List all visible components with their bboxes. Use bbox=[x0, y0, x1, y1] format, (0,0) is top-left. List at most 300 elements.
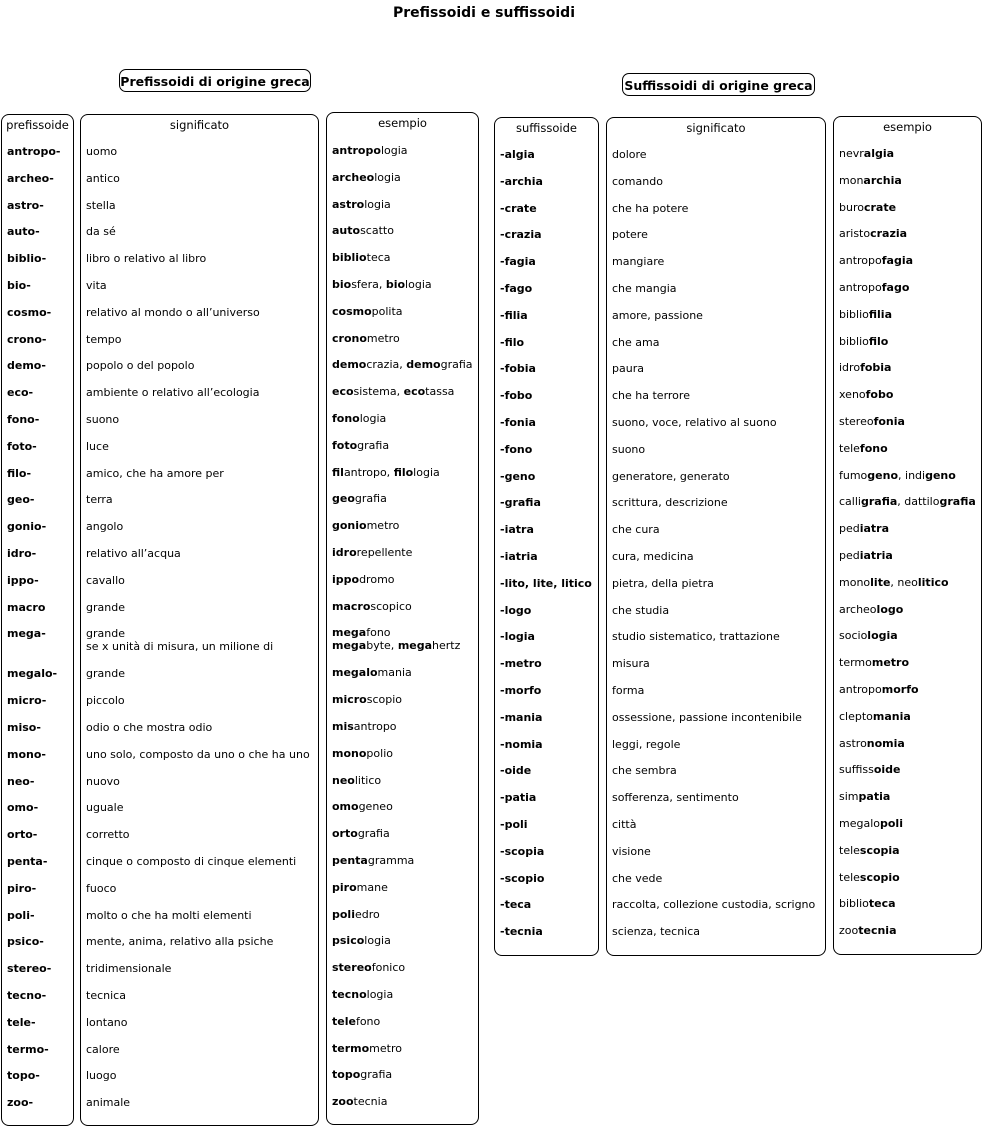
root-part: logia bbox=[867, 629, 898, 643]
example-line bbox=[332, 961, 476, 974]
example-line bbox=[332, 626, 476, 639]
prefix-meaning bbox=[86, 386, 316, 399]
suffix-meaning: comando bbox=[612, 174, 663, 188]
meaning-line: molto o che ha molti elementi bbox=[86, 908, 252, 922]
root-part: archia bbox=[863, 173, 902, 187]
prefix-meaning bbox=[86, 306, 316, 319]
suffix-meaning: paura bbox=[612, 362, 644, 376]
meaning-line: suono bbox=[86, 413, 120, 426]
text-part: geneo bbox=[358, 800, 393, 814]
root-part: stereo bbox=[332, 961, 372, 975]
prefix-term: tele- bbox=[7, 1015, 36, 1029]
suffix-example bbox=[839, 361, 979, 374]
prefix-example bbox=[332, 961, 476, 974]
text-part: buro bbox=[839, 200, 864, 214]
text-part: biblio bbox=[839, 897, 869, 911]
example-line bbox=[332, 224, 476, 237]
text-part: scopico bbox=[370, 599, 412, 613]
prefix-meaning bbox=[86, 333, 316, 346]
root-part: auto bbox=[332, 224, 361, 238]
suffix-term: -fono bbox=[500, 442, 533, 456]
example-line bbox=[332, 439, 476, 452]
suffix-meaning: sofferenza, sentimento bbox=[612, 791, 739, 805]
root-part: antropo bbox=[332, 144, 381, 157]
text-part: grafia bbox=[357, 827, 390, 841]
root-part: micro bbox=[332, 693, 367, 707]
root-part: oide bbox=[873, 763, 901, 777]
prefix-term: psico- bbox=[7, 935, 44, 949]
root-part: grafia bbox=[860, 495, 898, 509]
suffix-meaning: potere bbox=[612, 228, 648, 242]
suffix-meaning: che mangia bbox=[612, 282, 677, 295]
text-part: metro bbox=[366, 519, 400, 533]
root-part: metro bbox=[871, 656, 910, 670]
text-part: logia bbox=[364, 197, 391, 211]
example-line bbox=[332, 1042, 476, 1055]
prefix-example bbox=[332, 626, 476, 652]
page-title: Prefissoidi e suffissoidi bbox=[393, 5, 575, 21]
prefix-example bbox=[332, 492, 476, 505]
suffix-meaning: amore, passione bbox=[612, 308, 703, 322]
prefix-meaning bbox=[86, 855, 316, 868]
prefix-meaning bbox=[86, 775, 316, 788]
meaning-line: grande bbox=[86, 667, 125, 681]
suffix-section-heading: Suffissoidi di origine greca bbox=[622, 73, 815, 96]
prefix-meaning bbox=[86, 225, 316, 238]
example-line bbox=[332, 908, 476, 921]
text-part: mania bbox=[377, 666, 412, 680]
meaning-line: se x unità di misura, un milione di bbox=[86, 640, 274, 654]
text-part: dromo bbox=[359, 572, 395, 586]
prefix-meaning bbox=[86, 909, 316, 922]
prefix-example bbox=[332, 546, 476, 559]
prefix-term: piro- bbox=[7, 881, 37, 895]
text-part: edro bbox=[354, 907, 380, 921]
text-part: logia bbox=[374, 170, 401, 184]
prefix-example bbox=[332, 774, 476, 787]
example-line bbox=[332, 546, 476, 559]
text-part: biblio bbox=[839, 334, 869, 348]
root-part: eco bbox=[332, 385, 354, 399]
suffix-term: -geno bbox=[500, 469, 536, 483]
suffix-term: -filia bbox=[500, 308, 528, 322]
example-line bbox=[332, 934, 476, 947]
text-part: scopio bbox=[366, 693, 403, 707]
suffix-meaning-column bbox=[606, 117, 826, 956]
prefix-term: neo- bbox=[7, 774, 35, 788]
example-line bbox=[332, 332, 476, 345]
meaning-line: animale bbox=[86, 1096, 131, 1110]
example-line bbox=[332, 251, 476, 264]
example-line bbox=[332, 693, 476, 706]
text-part: xeno bbox=[839, 388, 866, 402]
prefix-meaning bbox=[86, 359, 316, 372]
prefix-example bbox=[332, 1095, 476, 1108]
text-part: logia bbox=[359, 412, 387, 425]
text-part: ped bbox=[839, 522, 860, 536]
prefix-example bbox=[332, 693, 476, 706]
suffix-term: -crate bbox=[500, 201, 537, 215]
prefix-meaning bbox=[86, 748, 316, 761]
suffix-term: -fagia bbox=[500, 255, 536, 269]
meaning-line: mente, anima, relativo alla psiche bbox=[86, 935, 274, 949]
suffix-meaning: pietra, della pietra bbox=[612, 576, 714, 590]
prefix-meaning bbox=[86, 1016, 316, 1029]
meaning-line: antico bbox=[86, 171, 120, 185]
meaning-line: fuoco bbox=[86, 881, 117, 895]
example-line bbox=[332, 1068, 476, 1081]
root-part: litico bbox=[917, 575, 949, 589]
prefix-term: archeo- bbox=[7, 171, 54, 185]
root-part: logo bbox=[876, 602, 904, 616]
root-part: topo bbox=[332, 1068, 361, 1082]
suffix-term: -poli bbox=[500, 818, 528, 831]
meaning-line: luce bbox=[86, 439, 109, 453]
root-part: astro bbox=[332, 197, 365, 211]
suffix-meaning: che cura bbox=[612, 523, 660, 537]
suffix-meaning: scienza, tecnica bbox=[612, 925, 701, 939]
suffix-example bbox=[839, 897, 979, 910]
prefix-term: stereo- bbox=[7, 962, 52, 976]
suffix-term: -iatra bbox=[500, 523, 534, 537]
root-part: grafia bbox=[939, 495, 976, 509]
text-part: repellente bbox=[356, 546, 413, 559]
text-part: suffiss bbox=[839, 763, 874, 777]
meaning-line: popolo o del popolo bbox=[86, 359, 195, 373]
root-part: ippo bbox=[332, 572, 360, 586]
prefix-term: poli- bbox=[7, 908, 35, 922]
suffix-term-header: suffissoide bbox=[516, 121, 577, 135]
suffix-term: -filo bbox=[500, 335, 525, 349]
prefix-meaning bbox=[86, 627, 316, 653]
suffix-term: -mania bbox=[500, 710, 543, 724]
example-line bbox=[332, 800, 476, 813]
prefix-example bbox=[332, 412, 476, 425]
text-part: stereo bbox=[839, 415, 874, 428]
example-line bbox=[332, 144, 476, 157]
text-part: sistema, bbox=[353, 385, 404, 399]
prefix-term: penta- bbox=[7, 855, 48, 868]
prefix-term: orto- bbox=[7, 828, 38, 842]
root-part: fobia bbox=[860, 361, 892, 375]
root-part: fonia bbox=[873, 415, 905, 428]
text-part: idro bbox=[839, 361, 861, 375]
root-part: macro bbox=[332, 599, 371, 613]
text-part: mon bbox=[839, 173, 864, 187]
text-part: ped bbox=[839, 549, 860, 562]
suffix-meaning: che sembra bbox=[612, 764, 677, 778]
suffix-term: -fago bbox=[500, 282, 533, 295]
suffix-term: -fobia bbox=[500, 362, 536, 376]
suffix-example bbox=[839, 335, 979, 348]
prefix-meaning bbox=[86, 493, 316, 506]
text-part: logia bbox=[380, 144, 408, 157]
example-line bbox=[332, 171, 476, 184]
prefix-example bbox=[332, 1015, 476, 1028]
prefix-term: mono- bbox=[7, 747, 46, 761]
root-part: geno bbox=[867, 468, 899, 482]
prefix-term: antropo- bbox=[7, 145, 61, 158]
suffix-example bbox=[839, 683, 979, 696]
prefix-meaning bbox=[86, 721, 316, 734]
text-part: socio bbox=[839, 629, 868, 643]
root-part: mono bbox=[332, 746, 367, 760]
prefix-example bbox=[332, 1068, 476, 1081]
suffix-term: -archia bbox=[500, 174, 543, 188]
example-line bbox=[332, 720, 476, 733]
suffix-example bbox=[839, 254, 979, 267]
prefix-term: omo- bbox=[7, 801, 39, 815]
text-part: grafia bbox=[360, 1068, 393, 1082]
suffix-meaning: suono, voce, relativo al suono bbox=[612, 416, 777, 429]
prefix-meaning bbox=[86, 199, 316, 212]
prefix-example bbox=[332, 747, 476, 760]
prefix-example bbox=[332, 827, 476, 840]
suffix-example bbox=[839, 227, 979, 240]
meaning-line: uguale bbox=[86, 801, 124, 815]
meaning-line: odio o che mostra odio bbox=[86, 721, 213, 734]
root-part: fobo bbox=[865, 388, 894, 402]
text-part: aristo bbox=[839, 227, 871, 241]
example-line bbox=[332, 854, 476, 867]
text-part: scatto bbox=[360, 224, 394, 238]
root-part: crazia bbox=[870, 227, 908, 241]
root-part: geo bbox=[332, 492, 355, 506]
suffix-meaning: studio sistematico, trattazione bbox=[612, 630, 780, 644]
text-part: tecnia bbox=[353, 1095, 388, 1109]
prefix-example bbox=[332, 573, 476, 586]
suffix-term: -morfo bbox=[500, 684, 542, 697]
meaning-line: cinque o composto di cinque elementi bbox=[86, 855, 297, 868]
root-part: fil bbox=[332, 465, 344, 479]
example-line bbox=[332, 1095, 476, 1108]
text-part: tassa bbox=[425, 385, 455, 399]
text-part: fono bbox=[355, 1014, 381, 1028]
meaning-line: ambiente o relativo all’ecologia bbox=[86, 386, 260, 400]
suffix-term: -teca bbox=[500, 898, 532, 912]
prefix-example bbox=[332, 439, 476, 452]
root-part: teca bbox=[868, 897, 896, 911]
meaning-line: relativo al mondo o all’universo bbox=[86, 305, 260, 319]
root-part: scopio bbox=[859, 870, 900, 884]
text-part: termo bbox=[839, 656, 872, 670]
prefix-example bbox=[332, 934, 476, 947]
example-line bbox=[332, 827, 476, 840]
prefix-example bbox=[332, 278, 476, 291]
example-line bbox=[332, 600, 476, 613]
root-part: demo bbox=[406, 358, 441, 372]
text-part: hertz bbox=[432, 639, 461, 653]
suffix-example bbox=[839, 924, 979, 937]
prefix-term: foto- bbox=[7, 439, 37, 453]
prefix-term: topo- bbox=[7, 1069, 40, 1083]
suffix-meaning: che ama bbox=[612, 335, 660, 349]
suffix-term: -grafia bbox=[500, 496, 541, 510]
prefix-term: demo- bbox=[7, 359, 46, 373]
prefix-section-heading: Prefissoidi di origine greca bbox=[119, 69, 311, 92]
text-part: clepto bbox=[839, 709, 873, 723]
prefix-meaning bbox=[86, 989, 316, 1002]
suffix-term: -tecnia bbox=[500, 925, 543, 939]
text-part: tele bbox=[839, 843, 860, 857]
prefix-meaning bbox=[86, 413, 316, 426]
root-part: poli bbox=[880, 817, 903, 830]
suffix-example bbox=[839, 603, 979, 616]
suffix-example bbox=[839, 790, 979, 803]
meaning-line: terra bbox=[86, 493, 113, 507]
suffix-example bbox=[839, 147, 979, 160]
root-part: termo bbox=[332, 1041, 370, 1055]
prefix-meaning bbox=[86, 440, 316, 453]
prefix-term: micro- bbox=[7, 694, 47, 708]
prefix-term: tecno- bbox=[7, 989, 47, 1002]
meaning-line: corretto bbox=[86, 828, 130, 842]
prefix-example bbox=[332, 988, 476, 1001]
prefix-example bbox=[332, 251, 476, 264]
prefix-term: mega- bbox=[7, 627, 46, 641]
root-part: eco bbox=[403, 385, 426, 399]
suffix-example bbox=[839, 629, 979, 642]
root-part: mega bbox=[397, 639, 433, 653]
prefix-term: filo- bbox=[7, 466, 32, 480]
text-part: nevr bbox=[839, 147, 864, 160]
suffix-example bbox=[839, 871, 979, 884]
root-part: demo bbox=[332, 358, 367, 372]
prefix-term: gonio- bbox=[7, 520, 47, 534]
root-part: patia bbox=[858, 790, 891, 804]
prefix-term: macro bbox=[7, 600, 46, 614]
prefix-meaning bbox=[86, 935, 316, 948]
suffix-term: -patia bbox=[500, 791, 537, 805]
prefix-meaning bbox=[86, 962, 316, 975]
suffix-meaning-header: significato bbox=[686, 121, 746, 135]
meaning-line: tridimensionale bbox=[86, 962, 172, 976]
prefix-example-header: esempio bbox=[378, 116, 427, 130]
suffix-example bbox=[839, 174, 979, 187]
prefix-meaning bbox=[86, 467, 316, 480]
suffix-meaning: generatore, generato bbox=[612, 469, 730, 483]
prefix-term: bio- bbox=[7, 279, 31, 292]
meaning-line: luogo bbox=[86, 1069, 117, 1083]
suffix-example bbox=[839, 415, 979, 428]
text-part: fumo bbox=[839, 468, 868, 482]
prefix-example bbox=[332, 881, 476, 894]
root-part: fago bbox=[881, 281, 910, 294]
root-part: crono bbox=[332, 331, 367, 345]
prefix-example bbox=[332, 1042, 476, 1055]
text-part: logia bbox=[366, 988, 394, 1001]
suffix-term: -crazia bbox=[500, 228, 542, 242]
text-part: megalo bbox=[839, 817, 880, 830]
root-part: nomia bbox=[866, 736, 905, 750]
suffix-term: -logia bbox=[500, 630, 535, 644]
suffix-example bbox=[839, 522, 979, 535]
prefix-example bbox=[332, 332, 476, 345]
root-part: lite bbox=[870, 575, 891, 589]
meaning-line: calore bbox=[86, 1042, 120, 1056]
text-part: metro bbox=[369, 1041, 402, 1055]
text-part: logia bbox=[405, 278, 432, 291]
text-part: crazia, bbox=[366, 358, 407, 372]
example-line bbox=[332, 747, 476, 760]
root-part: tecnia bbox=[858, 924, 897, 938]
prefix-example bbox=[332, 666, 476, 679]
meaning-line: tempo bbox=[86, 332, 122, 346]
suffix-meaning: suono bbox=[612, 442, 646, 456]
suffix-meaning: leggi, regole bbox=[612, 737, 681, 751]
suffix-example bbox=[839, 817, 979, 830]
text-part: sfera, bbox=[351, 278, 386, 291]
suffix-meaning: mangiare bbox=[612, 255, 665, 269]
root-part: archeo bbox=[332, 170, 375, 184]
root-part: filo bbox=[393, 465, 414, 479]
root-part: neo bbox=[332, 773, 355, 787]
prefix-example bbox=[332, 224, 476, 237]
suffix-example bbox=[839, 308, 979, 321]
suffix-term: -scopia bbox=[500, 844, 545, 858]
root-part: bio bbox=[332, 278, 352, 291]
suffix-term: -oide bbox=[500, 764, 532, 778]
prefix-example bbox=[332, 171, 476, 184]
meaning-line: piccolo bbox=[86, 694, 125, 708]
suffix-meaning: dolore bbox=[612, 148, 647, 161]
text-part: logia bbox=[364, 934, 391, 948]
text-part: fonico bbox=[371, 961, 406, 975]
root-part: penta bbox=[332, 854, 368, 867]
text-part: metro bbox=[366, 331, 400, 345]
prefix-example bbox=[332, 800, 476, 813]
example-line bbox=[332, 198, 476, 211]
text-part: mono bbox=[839, 575, 871, 589]
text-part: litico bbox=[354, 773, 382, 787]
root-part: mega bbox=[332, 626, 367, 640]
example-line bbox=[332, 492, 476, 505]
suffix-example bbox=[839, 469, 979, 482]
suffix-example bbox=[839, 737, 979, 750]
prefix-term: zoo- bbox=[7, 1096, 34, 1110]
prefix-meaning bbox=[86, 1043, 316, 1056]
suffix-example bbox=[839, 844, 979, 857]
text-part: sim bbox=[839, 790, 859, 804]
text-part: antropo bbox=[839, 683, 882, 696]
suffix-meaning: scrittura, descrizione bbox=[612, 496, 728, 510]
prefix-meaning-column bbox=[80, 114, 319, 1126]
prefix-meaning bbox=[86, 1069, 316, 1082]
example-line bbox=[332, 639, 476, 652]
root-part: geno bbox=[925, 468, 956, 482]
suffix-example-header: esempio bbox=[883, 120, 932, 134]
prefix-example bbox=[332, 198, 476, 211]
root-part: poli bbox=[332, 907, 355, 921]
text-part: antropo bbox=[353, 720, 397, 733]
root-part: morfo bbox=[881, 683, 919, 696]
suffix-example bbox=[839, 495, 979, 508]
text-part: teca bbox=[366, 251, 391, 265]
prefix-term-column bbox=[1, 114, 74, 1126]
root-part: orto bbox=[332, 827, 358, 841]
suffix-term: -fobo bbox=[500, 389, 533, 403]
root-part: filo bbox=[868, 334, 889, 348]
example-line bbox=[332, 466, 476, 479]
prefix-example-column bbox=[326, 112, 479, 1125]
suffix-meaning: città bbox=[612, 818, 637, 831]
text-part: grafia bbox=[354, 492, 387, 506]
text-part: logia bbox=[413, 465, 440, 479]
example-line bbox=[332, 305, 476, 318]
root-part: mania bbox=[872, 709, 911, 723]
root-part: mis bbox=[332, 720, 354, 733]
suffix-meaning: che ha terrore bbox=[612, 389, 690, 403]
